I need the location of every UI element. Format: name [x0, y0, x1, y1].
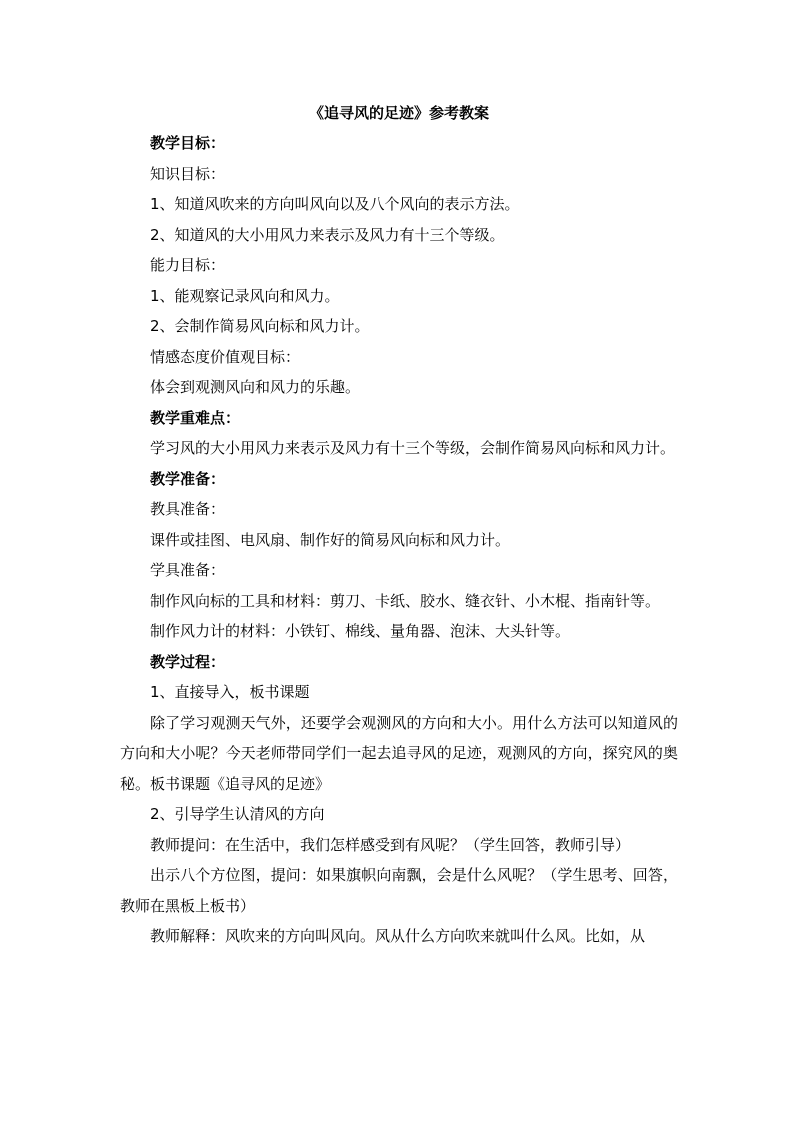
step-2-title: 2、引导学生认清风的方向	[150, 805, 325, 823]
step-1-title: 1、直接导入，板书课题	[150, 683, 310, 701]
heading-process: 教学过程：	[150, 652, 226, 671]
knowledge-item-1: 1、知道风吹来的方向叫风向以及八个风向的表示方法。	[150, 195, 520, 213]
step-1-paragraph: 除了学习观测天气外，还要学会观测风的方向和大小。用什么方法可以知道风的方向和大小呢？今天老师带同学们一起去追寻风的足迹，观测风的方向，探究风的奥秘。板书课题《追寻风的足迹》	[120, 713, 678, 793]
document-title: 《追寻风的足迹》参考教案	[308, 104, 489, 122]
student-prep-item-1: 制作风向标的工具和材料：剪刀、卡纸、胶水、缝衣针、小木棍、指南针等。	[150, 591, 661, 610]
teacher-prep-label: 教具准备：	[150, 500, 226, 518]
heading-key-points: 教学重难点：	[150, 408, 241, 427]
heading-objectives: 教学目标：	[150, 134, 226, 152]
emotion-label: 情感态度价值观目标：	[150, 347, 301, 366]
heading-preparation: 教学准备：	[150, 469, 226, 488]
step-2-question-1: 教师提问：在生活中，我们怎样感受到有风呢？（学生回答，教师引导）	[150, 835, 631, 854]
knowledge-item-2: 2、知道风的大小用风力来表示及风力有十三个等级。	[150, 225, 505, 244]
document-body	[120, 98, 678, 952]
student-prep-label: 学具准备：	[150, 561, 226, 579]
ability-item-2: 2、会制作简易风向标和风力计。	[150, 317, 370, 335]
step-2-explanation: 教师解释：风吹来的方向叫风向。风从什么方向吹来就叫什么风。比如，从	[150, 927, 646, 945]
key-points-paragraph: 学习风的大小用风力来表示及风力有十三个等级，会制作简易风向标和风力计。	[150, 439, 676, 457]
ability-label: 能力目标：	[150, 256, 226, 274]
teacher-prep-text: 课件或挂图、电风扇、制作好的简易风向标和风力计。	[150, 530, 511, 549]
ability-item-1: 1、能观察记录风向和风力。	[150, 286, 340, 305]
step-2-question-2: 出示八个方位图，提问：如果旗帜向南飘，会是什么风呢？（学生思考、回答，教师在黑板上板书）	[120, 866, 678, 915]
student-prep-item-2: 制作风力计的材料：小铁钉、棉线、量角器、泡沫、大头针等。	[150, 622, 571, 640]
knowledge-label: 知识目标：	[150, 164, 226, 183]
emotion-item-1: 体会到观测风向和风力的乐趣。	[150, 378, 361, 396]
